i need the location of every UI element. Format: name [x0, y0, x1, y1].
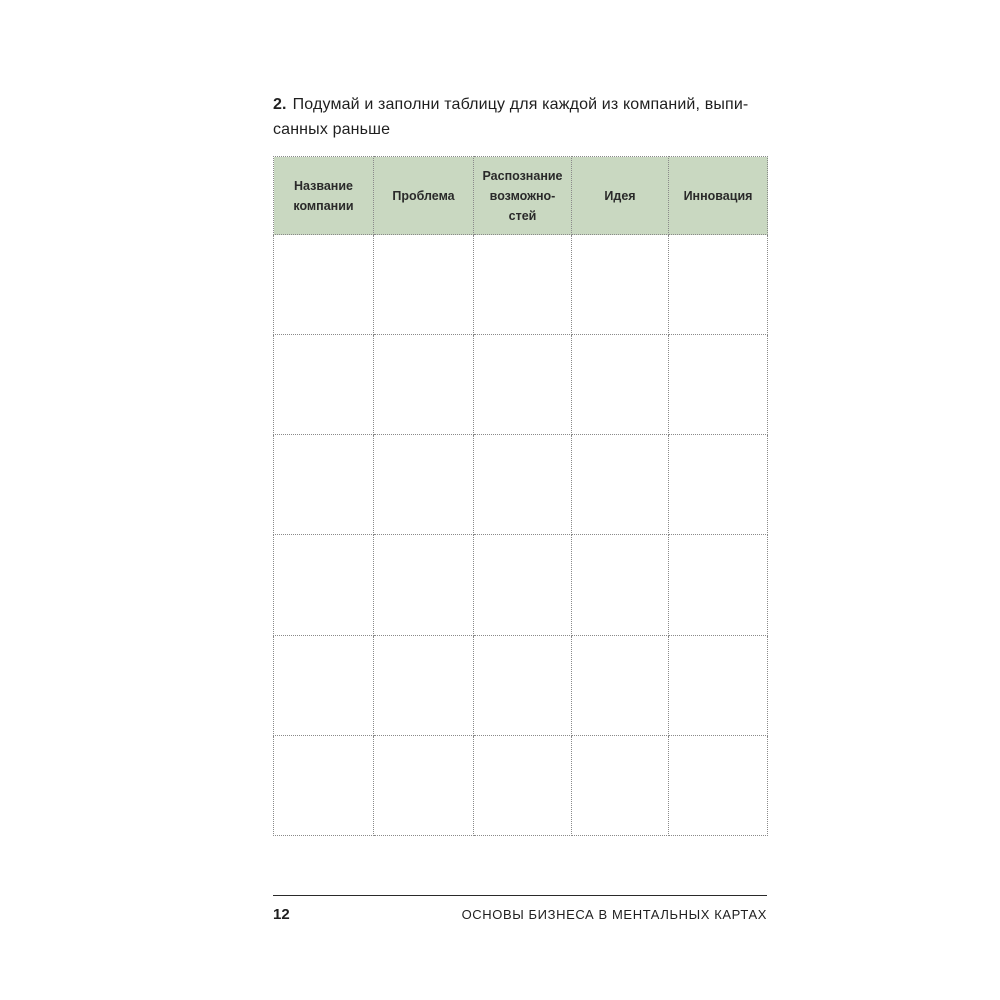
table-cell[interactable]	[374, 435, 474, 535]
table-body	[274, 235, 768, 836]
table-cell[interactable]	[374, 235, 474, 335]
table-cell[interactable]	[572, 335, 669, 435]
table-cell[interactable]	[669, 735, 768, 835]
header-innovation: Инновация	[669, 157, 768, 235]
table-row	[274, 335, 768, 435]
table-row	[274, 235, 768, 335]
table-header-row	[274, 157, 768, 235]
table-row	[274, 535, 768, 635]
table-cell[interactable]	[274, 335, 374, 435]
table-cell[interactable]	[474, 635, 572, 735]
header-problem: Проблема	[374, 157, 474, 235]
running-title: ОСНОВЫ БИЗНЕСА В МЕНТАЛЬНЫХ КАРТАХ	[461, 907, 767, 922]
table-cell[interactable]	[572, 735, 669, 835]
exercise-instruction	[273, 92, 773, 142]
table-cell[interactable]	[474, 735, 572, 835]
table-cell[interactable]	[274, 235, 374, 335]
header-idea: Идея	[572, 157, 669, 235]
table-cell[interactable]	[572, 635, 669, 735]
table-row	[274, 635, 768, 735]
exercise-number: 2.	[273, 96, 287, 113]
instruction-text-line2: санных раньше	[273, 121, 391, 138]
table-cell[interactable]	[669, 535, 768, 635]
worksheet-table-container	[273, 156, 767, 836]
table-cell[interactable]	[274, 535, 374, 635]
table-cell[interactable]	[669, 435, 768, 535]
page-number: 12	[273, 906, 290, 923]
header-company-name: Название компании	[274, 157, 374, 235]
table-cell[interactable]	[374, 335, 474, 435]
table-cell[interactable]	[572, 535, 669, 635]
worksheet-table	[273, 156, 768, 836]
table-cell[interactable]	[274, 435, 374, 535]
table-cell[interactable]	[474, 335, 572, 435]
table-cell[interactable]	[572, 235, 669, 335]
footer-divider	[273, 895, 767, 896]
table-cell[interactable]	[669, 635, 768, 735]
table-row	[274, 735, 768, 835]
table-cell[interactable]	[274, 735, 374, 835]
header-opportunity-recognition: Распознание возможно- стей	[474, 157, 572, 235]
table-cell[interactable]	[274, 635, 374, 735]
table-cell[interactable]	[474, 435, 572, 535]
table-cell[interactable]	[374, 535, 474, 635]
table-row	[274, 435, 768, 535]
table-cell[interactable]	[474, 535, 572, 635]
table-cell[interactable]	[572, 435, 669, 535]
table-cell[interactable]	[374, 735, 474, 835]
table-cell[interactable]	[374, 635, 474, 735]
table-cell[interactable]	[669, 335, 768, 435]
instruction-text-line1: Подумай и заполни таблицу для каждой из компаний, выпи-	[292, 96, 749, 113]
table-cell[interactable]	[669, 235, 768, 335]
table-cell[interactable]	[474, 235, 572, 335]
